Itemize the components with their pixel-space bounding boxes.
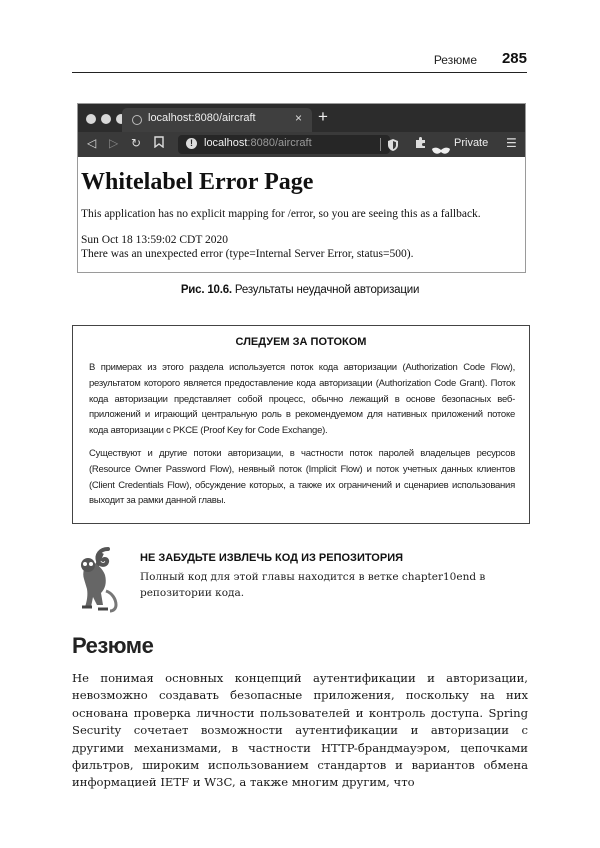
address-bar[interactable] [178, 135, 390, 154]
running-header [72, 50, 527, 73]
error-page-heading: Whitelabel Error Page [81, 169, 314, 195]
browser-tab-bar [78, 104, 525, 132]
browser-tab[interactable] [122, 108, 312, 132]
section-heading: Резюме [72, 633, 154, 658]
browser-nav-bar [78, 132, 525, 157]
info-icon[interactable]: ! [186, 138, 197, 149]
forward-icon[interactable]: ▷ [109, 136, 119, 150]
note-title: НЕ ЗАБУДЬТЕ ИЗВЛЕЧЬ КОД ИЗ РЕПОЗИТОРИЯ [140, 552, 404, 564]
bookmark-icon[interactable] [154, 136, 164, 151]
private-label: Private [454, 137, 489, 149]
figure-caption: Рис. 10.6. Результаты неудачной авторизации [180, 284, 420, 296]
lemur-icon [68, 545, 130, 615]
sidebar-paragraph-2: Существуют и другие потоки авторизации, в частности поток паролей владельцев ресурсов (Resource Owner Password Flow), неявный поток (Implicit Flow) и поток учетных данных клиентов (Client Credentials Flow), обсуждение которых, а также их ограничений и сценариев использования выходит за рамки данной главы. [89, 448, 515, 507]
shield-icon[interactable] [386, 137, 400, 151]
reload-icon[interactable]: ↻ [131, 136, 142, 150]
window-close-dot[interactable] [86, 114, 96, 124]
error-page-line-3: There was an unexpected error (type=Internal Server Error, status=500). [81, 248, 414, 260]
tab-title: localhost:8080/aircraft [148, 112, 256, 124]
sidebar-title: СЛЕДУЕМ ЗА ПОТОКОМ [235, 336, 367, 348]
page-number: 285 [501, 50, 527, 67]
address-bar-url: localhost:8080/aircraft [204, 137, 312, 149]
sidebar-box [72, 325, 530, 524]
tab-close-button[interactable]: × [294, 111, 302, 125]
back-icon[interactable]: ◁ [87, 136, 97, 150]
error-page-line-2: Sun Oct 18 13:59:02 CDT 2020 [81, 234, 229, 246]
private-mask-icon [432, 140, 450, 148]
note-text: Полный код для этой главы находится в ветке chapter10end в репозитории кода. [140, 571, 486, 599]
sidebar-paragraph-1: В примерах из этого раздела используется поток кода авторизации (Authorization Code Flow), результатом которого является предоставление кода авторизации (Authorization Code Grant). Поток кода авторизации представляет собой процесс, обычно лежащий в основе безопасных веб-приложений и играющий центральную роль в рекомендуемом для нативных приложений потоке кода авторизации с PKCE (Proof Key for Code Exchange). [89, 362, 515, 437]
hamburger-menu-icon[interactable]: ☰ [506, 136, 517, 150]
running-header-section: Резюме [433, 53, 477, 67]
browser-screenshot [77, 103, 526, 273]
window-minimize-dot[interactable] [101, 114, 111, 124]
favicon-icon [132, 115, 142, 125]
extensions-icon[interactable] [414, 136, 427, 152]
section-paragraph: Не понимая основных концепций аутентификации и авторизации, невозможно создавать безопасные приложения, поскольку на них основана проверка личности пользователей и контроль доступа. Spring Security сочетает возможности аутентификации и авторизации с другими механизмами, в частности HTTP-брандмауэром, цепочками фильтров, широким использованием стандартов и вариантов обмена информацией IETF и W3C, а также многим другим, что [72, 671, 528, 790]
toolbar-separator [380, 138, 381, 151]
new-tab-button[interactable]: + [318, 107, 328, 126]
error-page-line-1: This application has no explicit mapping for /error, so you are seeing this as a fallback. [81, 208, 481, 220]
